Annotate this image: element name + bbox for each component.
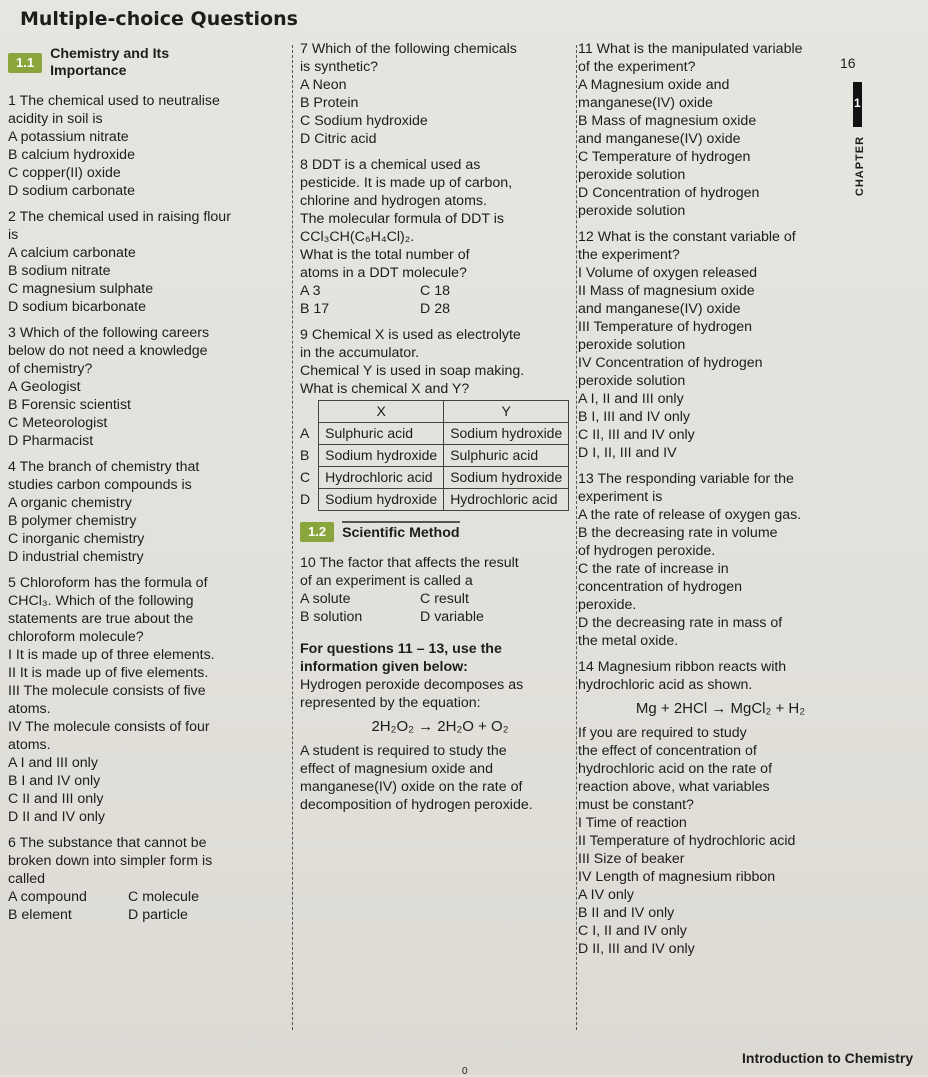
column-header-y: Y	[444, 401, 569, 423]
option-a[interactable]: A IV only	[578, 887, 634, 903]
option-a[interactable]: A Geologist	[8, 379, 81, 395]
option-c[interactable]: C Sodium hydroxide	[300, 113, 428, 129]
question-9	[300, 326, 580, 511]
question-stem: 14 Magnesium ribbon reacts with hydrochloric acid as shown.	[578, 659, 787, 693]
option-letter: B	[300, 447, 310, 463]
option-d[interactable]: D variable	[420, 609, 484, 625]
option-a[interactable]: A the rate of release of oxygen gas.	[578, 507, 802, 523]
option-b[interactable]: B I, III and IV only	[578, 409, 690, 425]
option-b[interactable]: B Protein	[300, 95, 359, 111]
shared-info-block	[300, 640, 580, 814]
column-3	[578, 40, 863, 966]
section-name: Scientific Method	[342, 521, 459, 542]
info-heading: For questions 11 – 13, use the information given below:	[300, 641, 502, 675]
table-row[interactable]	[300, 489, 569, 511]
option-a[interactable]: A I and III only	[8, 755, 98, 771]
option-d[interactable]: D II, III and IV only	[578, 941, 695, 957]
question-stem: 9 Chemical X is used as electrolyte in the accumulator. Chemical Y is used in soap making. What is chemical X and Y?	[300, 327, 525, 397]
option-d[interactable]: D Concentration of hydrogen peroxide solution	[578, 185, 760, 219]
statement-3: III Size of beaker	[578, 851, 685, 867]
cell-x: Sulphuric acid	[319, 423, 444, 445]
table-header-row	[300, 401, 569, 423]
column-header-x: X	[319, 401, 444, 423]
option-c[interactable]: C inorganic chemistry	[8, 531, 145, 547]
column-1	[8, 40, 293, 932]
option-d[interactable]: D the decreasing rate in mass of the metal oxide.	[578, 615, 783, 649]
option-b[interactable]: B Forensic scientist	[8, 397, 131, 413]
option-c[interactable]: C magnesium sulphate	[8, 281, 154, 297]
table-row[interactable]	[300, 445, 569, 467]
option-a[interactable]: A 3	[300, 283, 321, 299]
statement-1: I It is made up of three elements.	[8, 647, 215, 663]
option-a[interactable]: A Neon	[300, 77, 347, 93]
option-a[interactable]: A I, II and III only	[578, 391, 684, 407]
option-d[interactable]: D Pharmacist	[8, 433, 94, 449]
option-a[interactable]: A potassium nitrate	[8, 129, 129, 145]
option-c[interactable]: C result	[420, 591, 469, 607]
chapter-tab-label: CHAPTER	[854, 135, 867, 197]
option-c[interactable]: C copper(II) oxide	[8, 165, 121, 181]
option-b[interactable]: B the decreasing rate in volume of hydrogen peroxide.	[578, 525, 778, 559]
option-a[interactable]: A Magnesium oxide and manganese(IV) oxide	[578, 77, 730, 111]
section-number: 1.2	[300, 522, 334, 542]
footer-title: Introduction to Chemistry	[742, 1050, 914, 1066]
question-stem: 1 The chemical used to neutralise acidity in soil is	[8, 93, 220, 127]
question-2	[8, 208, 293, 316]
option-d[interactable]: D particle	[128, 907, 188, 923]
section-name: Chemistry and Its Importance	[50, 46, 170, 79]
option-letter: C	[300, 469, 311, 485]
column-2	[300, 40, 580, 822]
statement-1: I Time of reaction	[578, 815, 687, 831]
question-14	[578, 658, 863, 958]
question-stem: 6 The substance that cannot be broken down into simpler form is called	[8, 835, 213, 887]
statement-1: I Volume of oxygen released	[578, 265, 758, 281]
option-b[interactable]: B element	[8, 907, 72, 923]
option-a[interactable]: A calcium carbonate	[8, 245, 136, 261]
question-stem: 3 Which of the following careers below do not need a knowledge of chemistry?	[8, 325, 210, 377]
question-stem: 12 What is the constant variable of the experiment?	[578, 229, 796, 263]
table-row[interactable]	[300, 423, 569, 445]
option-c[interactable]: C II and III only	[8, 791, 104, 807]
footer-mark: 0	[462, 1066, 468, 1077]
question-11	[578, 40, 863, 220]
question-stem: 7 Which of the following chemicals is synthetic?	[300, 41, 517, 75]
option-a[interactable]: A solute	[300, 591, 351, 607]
option-d[interactable]: D industrial chemistry	[8, 549, 144, 565]
cell-x: Sodium hydroxide	[319, 445, 444, 467]
option-d[interactable]: D Citric acid	[300, 131, 377, 147]
cell-y: Sulphuric acid	[444, 445, 569, 467]
cell-y: Hydrochloric acid	[444, 489, 569, 511]
option-b[interactable]: B 17	[300, 301, 330, 317]
option-b[interactable]: B sodium nitrate	[8, 263, 111, 279]
question-stem: 4 The branch of chemistry that studies carbon compounds is	[8, 459, 200, 493]
question-stem: 2 The chemical used in raising flour is	[8, 209, 231, 243]
answer-table	[300, 400, 569, 511]
info-scenario: A student is required to study the effect of magnesium oxide and manganese(IV) oxide on the rate of decomposition of hydrogen peroxide.	[300, 743, 533, 813]
option-b[interactable]: B I and IV only	[8, 773, 101, 789]
statement-3: III Temperature of hydrogen peroxide solution	[578, 319, 753, 353]
cell-x: Hydrochloric acid	[319, 467, 444, 489]
chapter-number: 1	[854, 96, 861, 110]
option-a[interactable]: A organic chemistry	[8, 495, 132, 511]
question-3	[8, 324, 293, 450]
option-c[interactable]: C Temperature of hydrogen peroxide solution	[578, 149, 751, 183]
option-c[interactable]: C Meteorologist	[8, 415, 108, 431]
reaction-equation: Mg + 2HCl → MgCl₂ + H₂	[635, 700, 806, 717]
question-5	[8, 574, 293, 826]
option-c[interactable]: C 18	[420, 283, 450, 299]
statement-2: II It is made up of five elements.	[8, 665, 209, 681]
option-letter: D	[300, 491, 311, 507]
option-d[interactable]: D II and IV only	[8, 809, 105, 825]
question-stem: 10 The factor that affects the result of an experiment is called a	[300, 555, 519, 589]
option-c[interactable]: C the rate of increase in concentration of hydrogen peroxide.	[578, 561, 743, 613]
question-10	[300, 554, 580, 626]
statement-2: II Mass of magnesium oxide and manganese(IV) oxide	[578, 283, 755, 317]
info-text: Hydrogen peroxide decomposes as represented by the equation:	[300, 677, 524, 711]
question-stem: 13 The responding variable for the experiment is	[578, 471, 794, 505]
statement-4: IV The molecule consists of four atoms.	[8, 719, 210, 753]
option-d[interactable]: D I, II, III and IV	[578, 445, 677, 461]
section-number: 1.1	[8, 53, 42, 73]
section-header-1-2	[300, 521, 580, 542]
question-stem: 11 What is the manipulated variable of the experiment?	[578, 41, 803, 75]
statement-4: IV Length of magnesium ribbon	[578, 869, 776, 885]
question-13	[578, 470, 863, 650]
cell-y: Sodium hydroxide	[444, 423, 569, 445]
option-c[interactable]: C II, III and IV only	[578, 427, 695, 443]
question-6	[8, 834, 293, 924]
page-number: 16	[840, 55, 856, 71]
question-stem: 5 Chloroform has the formula of CHCl₃. Which of the following statements are true about the chloroform molecule?	[8, 575, 208, 645]
reaction-equation: 2H₂O₂ → 2H₂O + O₂	[371, 718, 509, 735]
option-d[interactable]: D 28	[420, 301, 450, 317]
option-b[interactable]: B calcium hydroxide	[8, 147, 135, 163]
option-b[interactable]: B Mass of magnesium oxide and manganese(IV) oxide	[578, 113, 757, 147]
question-4	[8, 458, 293, 566]
question-12	[578, 228, 863, 462]
option-b[interactable]: B II and IV only	[578, 905, 675, 921]
statement-2: II Temperature of hydrochloric acid	[578, 833, 796, 849]
statement-4: IV Concentration of hydrogen peroxide solution	[578, 355, 763, 389]
question-1	[8, 92, 293, 200]
option-d[interactable]: D sodium bicarbonate	[8, 299, 147, 315]
cell-y: Sodium hydroxide	[444, 467, 569, 489]
question-7	[300, 40, 580, 148]
cell-x: Sodium hydroxide	[319, 489, 444, 511]
question-8	[300, 156, 580, 318]
option-c[interactable]: C I, II and IV only	[578, 923, 687, 939]
question-prompt: If you are required to study the effect of concentration of hydrochloric acid on the rate of reaction above, what variables must be constant?	[578, 725, 773, 813]
option-letter: A	[300, 425, 310, 441]
table-row[interactable]	[300, 467, 569, 489]
question-stem: 8 DDT is a chemical used as pesticide. It is made up of carbon, chlorine and hydrogen atoms. The molecular formula of DDT is CCl₃CH(C₆H₄Cl)₂. What is the total number of atoms in a DDT molecule?	[300, 157, 513, 281]
option-a[interactable]: A compound	[8, 889, 87, 905]
option-d[interactable]: D sodium carbonate	[8, 183, 135, 199]
section-header-1-1	[8, 46, 293, 80]
page-title: Multiple-choice Questions	[20, 8, 298, 30]
option-c[interactable]: C molecule	[128, 889, 199, 905]
statement-3: III The molecule consists of five atoms.	[8, 683, 206, 717]
option-b[interactable]: B solution	[300, 609, 363, 625]
option-b[interactable]: B polymer chemistry	[8, 513, 137, 529]
